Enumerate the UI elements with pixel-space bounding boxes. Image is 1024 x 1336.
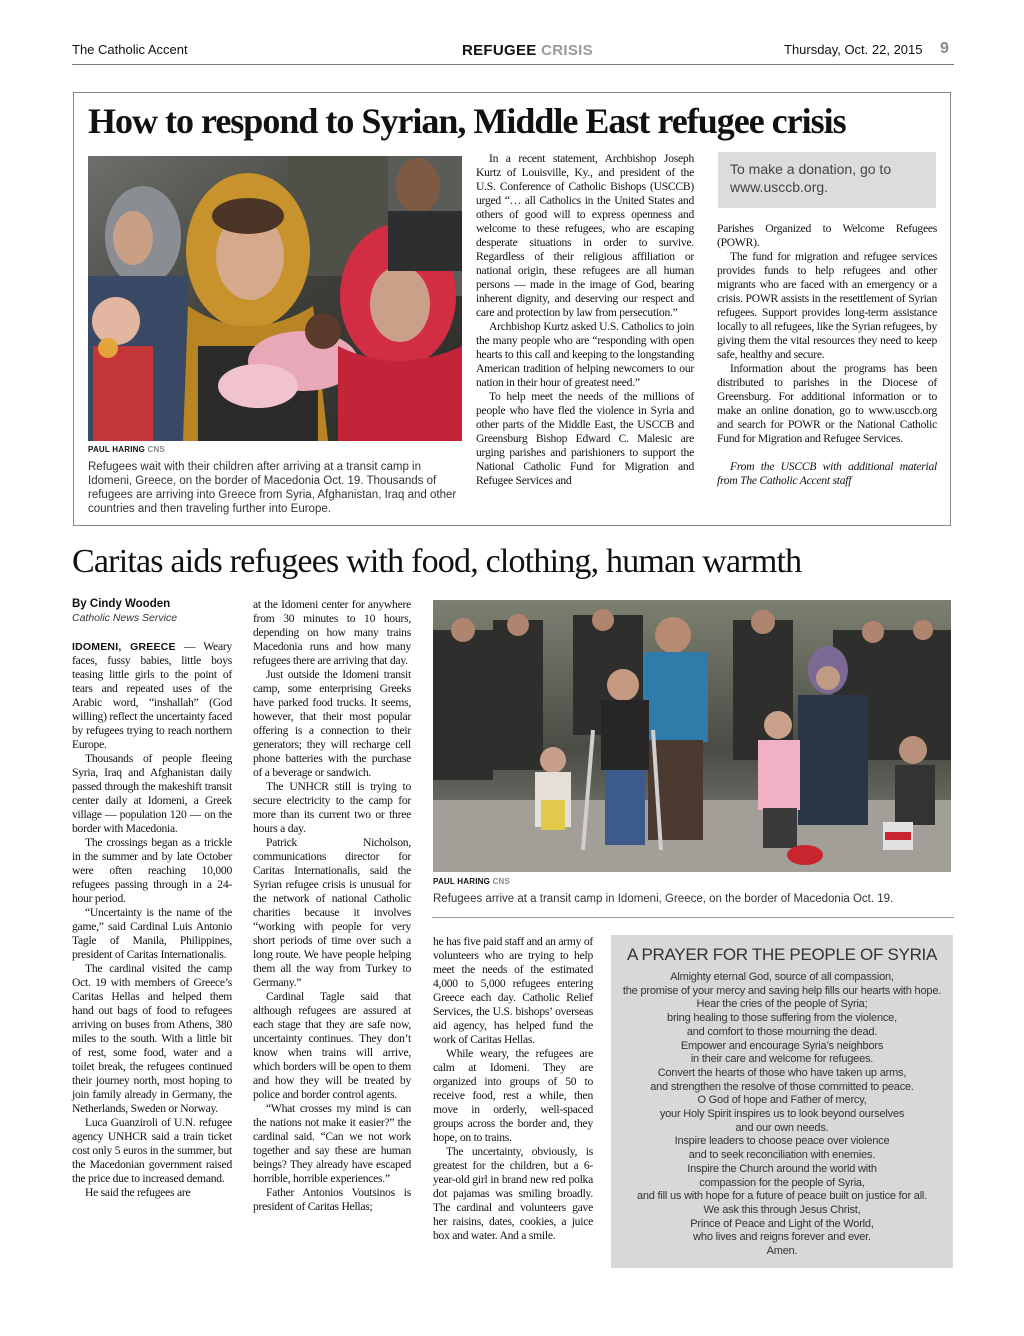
prayer-line: in their care and welcome for refugees. bbox=[690, 1053, 874, 1066]
prayer-line: Amen. bbox=[766, 1245, 798, 1258]
prayer-box bbox=[611, 935, 953, 1268]
article2-column-3 bbox=[433, 935, 593, 1243]
article2-col3-paragraph: The uncertainty, obviously, is greatest for the children, but a 6-year-old girl in brand new red polka dot pajamas was smiling broadly. The cardinal and volunteers gave her raisins, dates, cookies, a juice box and water. And a smile. bbox=[433, 1145, 593, 1242]
article2-col1-paragraph: “Uncertainty is the name of the game,” said Cardinal Luis Antonio Tagle of Manila, Philippines, president of Caritas Internationalis. bbox=[72, 906, 232, 961]
section-word-crisis: CRISIS bbox=[541, 42, 593, 59]
article2-col1-paragraph: Luca Guanziroli of U.N. refugee agency UNHCR said a train ticket cost only 5 euros in the summer, but the Macedonian government raised the price due to increased demand. bbox=[72, 1116, 232, 1185]
article2-agency: Catholic News Service bbox=[72, 612, 178, 624]
article2-photo-credit bbox=[433, 877, 510, 886]
article1-photo bbox=[88, 156, 462, 441]
article1-credit-name: PAUL HARING bbox=[88, 445, 146, 454]
article2-col1-paragraph: Thousands of people fleeing Syria, Iraq and Afghanistan daily passed through the makeshift transit center daily at Idomeni, a Greek village — population 120 — on the border with Macedonia. bbox=[72, 752, 232, 835]
article1-col1-paragraph: Archbishop Kurtz asked U.S. Catholics to join the many people who are “responding with open hearts to this call and keeping to the longstanding American tradition of helping newcomers to our nation in their hour of greatest need.” bbox=[476, 320, 694, 389]
article1-column-2 bbox=[717, 222, 937, 488]
prayer-line: Almighty eternal God, source of all compassion, bbox=[670, 971, 894, 983]
article2-col2-paragraph: Just outside the Idomeni transit camp, some enterprising Greeks have parked food trucks. It seems, however, that their most popular offering is a connection to their generators; they will recharge cell phone batteries with the purchase of a beverage or sandwich. bbox=[253, 668, 411, 779]
article2-col1-paragraph: He said the refugees are bbox=[85, 1186, 191, 1199]
article1-col1-paragraph: To help meet the needs of the millions of people who have fled the violence in Syria and other parts of the Middle East, the USCCB and Greensburg Bishop Edward C. Malesic are urging parishes and parishioners to support the National Catholic Fund for Migration and Refugee Services and bbox=[476, 390, 694, 487]
article1-column-1 bbox=[476, 152, 694, 488]
article1-photo-caption: Refugees wait with their children after arriving at a transit camp in Idomeni, Greece, on the border of Macedonia Oct. 19. Thousands of refugees are arriving into Greece from Syria, Afghanistan, Iraq and other countries and then traveling further into Europe. bbox=[88, 461, 457, 515]
article1-credit-agency: CNS bbox=[147, 445, 165, 454]
prayer-line: and strengthen the resolve of those committed to peace. bbox=[650, 1080, 914, 1093]
prayer-line: Convert the hearts of those who have taken up arms, bbox=[657, 1066, 907, 1079]
article1-photo-credit bbox=[88, 445, 165, 454]
prayer-line: bring healing to those suffering from the violence, bbox=[667, 1012, 897, 1025]
masthead-rule bbox=[72, 64, 954, 65]
article2-credit-agency: CNS bbox=[492, 877, 510, 886]
prayer-text bbox=[619, 971, 945, 1259]
article2-photo-caption: Refugees arrive at a transit camp in Idomeni, Greece, on the border of Macedonia Oct. 19. bbox=[433, 893, 894, 905]
article1-attribution: From the USCCB with additional material from The Catholic Accent staff bbox=[717, 460, 937, 487]
section-title bbox=[462, 42, 593, 59]
article1-col2-paragraph: Parishes Organized to Welcome Refugees (POWR). bbox=[717, 222, 937, 249]
section-word-refugee: REFUGEE bbox=[462, 42, 537, 59]
prayer-line: Inspire leaders to choose peace over violence bbox=[674, 1135, 890, 1148]
prayer-line: and fill us with hope for a future of peace built on justice for all. bbox=[636, 1190, 928, 1203]
article2-headline: Caritas aids refugees with food, clothing, human warmth bbox=[72, 543, 802, 580]
article2-column-2 bbox=[253, 598, 411, 1214]
prayer-line: and comfort to those mourning the dead. bbox=[686, 1025, 878, 1038]
prayer-line: who lives and reigns forever and ever. bbox=[693, 1231, 871, 1244]
article2-col3-paragraph: While weary, the refugees are calm at Idomeni. They are organized into groups of 50 to receive food, rest a while, then move in orderly, well-spaced groups across the border and, they hope, on to trains. bbox=[433, 1047, 593, 1144]
prayer-line: We ask this through Jesus Christ, bbox=[703, 1203, 861, 1216]
article2-col2-paragraph: The UNHCR still is trying to secure electricity to the camp for more than its current two or three hours a day. bbox=[253, 780, 411, 835]
prayer-line: compassion for the people of Syria, bbox=[699, 1176, 865, 1189]
article2-credit-name: PAUL HARING bbox=[433, 877, 491, 886]
article2-col2-paragraph: Patrick Nicholson, communications director for Caritas Internationalis, said the Syrian refugee crisis is unusual for the network of national Catholic charities because it involves “working with people for very short periods of time over such a long route. We have people helping them all the way from Turkey to Germany.” bbox=[253, 836, 411, 989]
article1-col2-paragraph: The fund for migration and refugee services provides funds to help refugees and other migrants who are faced with an emergency or a crisis. POWR assists in the resettlement of Syrian refugees. Support provides long-term assistance locally to all refugees, like the Syrian refugees, by giving them the vital resources they need to keep safe, healthy and secure. bbox=[717, 250, 937, 361]
prayer-line: Hear the cries of the people of Syria; bbox=[696, 998, 868, 1011]
publication-name: The Catholic Accent bbox=[72, 42, 188, 57]
article2-col2-paragraph: “What crosses my mind is can the nations not make it easier?” the cardinal said. “Can we not work together and say these are human beings? They already have escaped horrible, horrible experiences.” bbox=[253, 1102, 411, 1185]
article2-col2-paragraph: Cardinal Tagle said that although refugees are assured at each stage that they are safe now, uncertainty continues. They don’t know when trains will arrive, which borders will be open to them and how they will be treated by police and border control agents. bbox=[253, 990, 411, 1101]
prayer-line: and to seek reconciliation with enemies. bbox=[688, 1149, 876, 1162]
article2-col1-paragraph: The crossings began as a trickle in the summer and by late October were often reaching 10,000 refugees passing through in a 24-hour period. bbox=[72, 836, 232, 905]
prayer-line: and our own needs. bbox=[735, 1121, 829, 1134]
page-number: 9 bbox=[940, 40, 949, 57]
prayer-line: Empower and encourage Syria’s neighbors bbox=[680, 1039, 884, 1052]
article2-byline: By Cindy Wooden bbox=[72, 598, 171, 610]
article2-col2-paragraph: at the Idomeni center for anywhere from 30 minutes to 10 hours, depending on how many trains Macedonia runs and how many refugees there are arriving that day. bbox=[253, 598, 411, 667]
article2-col1-paragraph: The cardinal visited the camp Oct. 19 with members of Greece’s Caritas Hellas and helped them hand out bags of food to refugees arriving on buses from Athens, 380 miles to the south. With a little bit of rest, some food, water and a toilet break, the refugees continued their journey north, most hoping to join family already in Germany, the Netherlands, Sweden or Norway. bbox=[72, 962, 232, 1115]
article2-col2-paragraph: Father Antonios Voutsinos is president of Caritas Hellas; bbox=[253, 1186, 411, 1213]
article2-dateline: IDOMENI, GREECE bbox=[72, 641, 176, 653]
article2-col3-paragraph: he has five paid staff and an army of volunteers who are trying to help meet the needs of the estimated 4,000 to 5,000 refugees entering Greece each day. Catholic Relief Services, the U.S. bishops’ overseas aid agency, has helped fund the work of Caritas Hellas. bbox=[433, 935, 593, 1046]
article2-lead-text: — Weary faces, fussy babies, little boys teasing little girls to the point of tears and repeated uses of the Arabic word, “inshallah” (God willing) reflect the uncertainty faced by refugees trying to reach northern Europe. bbox=[72, 640, 232, 751]
prayer-title: A PRAYER FOR THE PEOPLE OF SYRIA bbox=[626, 945, 938, 964]
article1-col1-paragraph: In a recent statement, Archbishop Joseph Kurtz of Louisville, Ky., and president of the U.S. Conference of Catholic Bishops (USCCB) urged “… all Catholics in the United States and others of good will to express openness and welcome to these refugees, who are escaping desperate situations in order to survive. Regardless of their religious affiliation or national origin, these refugees are all human persons — made in the image of God, bearing inherent dignity, and deserving our respect and care and protection by law from persecution.” bbox=[476, 152, 694, 319]
prayer-line: Prince of Peace and Light of the World, bbox=[690, 1217, 874, 1230]
article1-headline: How to respond to Syrian, Middle East refugee crisis bbox=[88, 101, 846, 141]
article2-photo bbox=[433, 600, 951, 872]
prayer-line: Inspire the Church around the world with bbox=[687, 1162, 877, 1175]
section-divider bbox=[432, 917, 954, 918]
donation-box: To make a donation, go to www.usccb.org. bbox=[718, 152, 936, 208]
prayer-line: the promise of your mercy and saving help fills our hearts with hope. bbox=[622, 984, 942, 997]
article2-column-1 bbox=[72, 640, 232, 1200]
article1-col2-paragraph: Information about the programs has been distributed to parishes in the Diocese of Greensburg. For additional information or to make an online donation, go to www.usccb.org and search for POWR or the National Catholic Fund for Migration and Refugee Services. bbox=[717, 362, 937, 445]
article2-col1-paragraph bbox=[72, 640, 232, 752]
issue-date: Thursday, Oct. 22, 2015 bbox=[784, 42, 923, 57]
prayer-line: O God of hope and Father of mercy, bbox=[697, 1094, 867, 1107]
prayer-line: your Holy Spirit inspires us to look beyond ourselves bbox=[659, 1108, 905, 1121]
